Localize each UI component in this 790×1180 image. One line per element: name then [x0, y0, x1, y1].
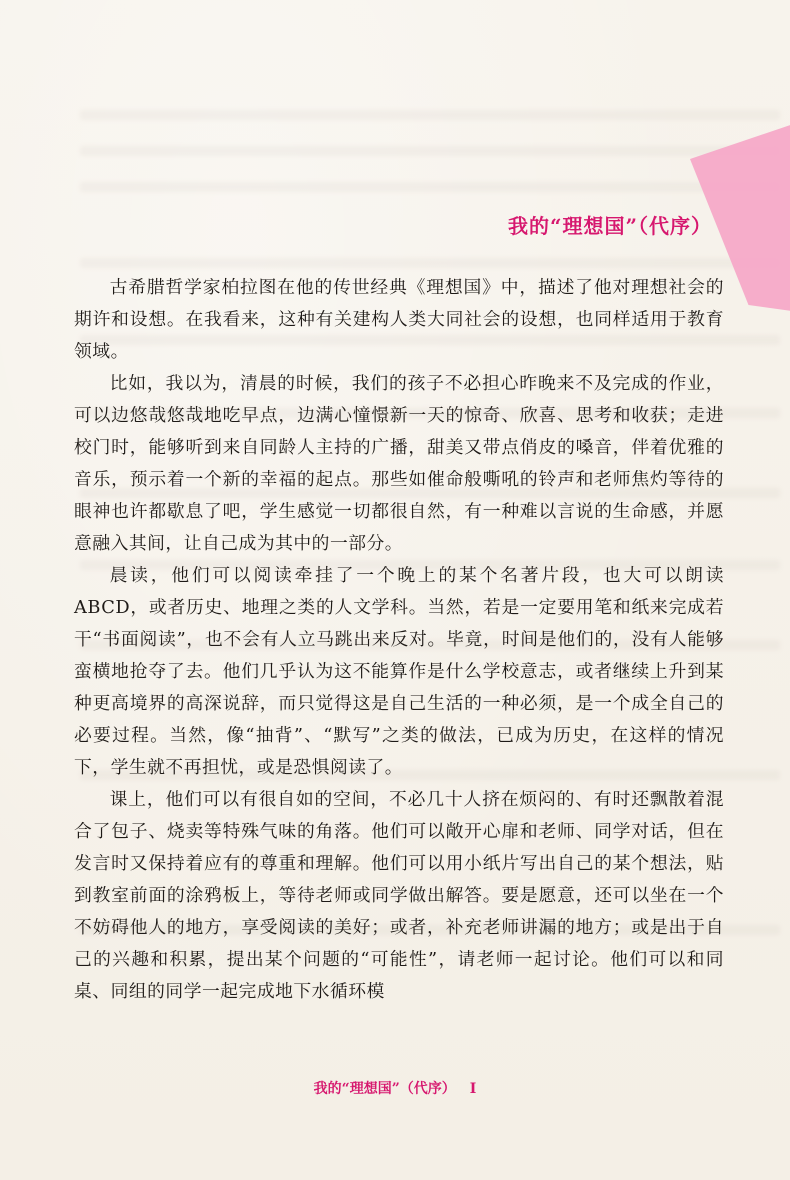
paragraph: 比如，我以为，清晨的时候，我们的孩子不必担心昨晚来不及完成的作业，可以边悠哉悠哉地吃早点，边满心憧憬新一天的惊奇、欣喜、思考和收获；走进校门时，能够听到来自同龄人主持的广播，甜美又带点俏皮的嗓音，伴着优雅的音乐，预示着一个新的幸福的起点。那些如催命般嘶吼的铃声和老师焦灼等待的眼神也许都歇息了吧，学生感觉一切都很自然，有一种难以言说的生命感，并愿意融入其间，让自己成为其中的一部分。 [74, 373, 724, 554]
show-through-line [80, 146, 780, 156]
paragraph: 古希腊哲学家柏拉图在他的传世经典《理想国》中，描述了他对理想社会的期许和设想。在我看来，这种有关建构人类大同社会的设想，也同样适用于教育领域。 [74, 277, 724, 362]
paragraph: 课上，他们可以有很自如的空间，不必几十人挤在烦闷的、有时还飘散着混合了包子、烧卖等特殊气味的角落。他们可以敞开心扉和老师、同学对话，但在发言时又保持着应有的尊重和理解。他们可以用小纸片写出自己的某个想法，贴到教室前面的涂鸦板上，等待老师或同学做出解答。要是愿意，还可以坐在一个不妨碍他人的地方，享受阅读的美好；或者，补充老师讲漏的地方；或是出于自己的兴趣和积累，提出某个问题的“可能性”，请老师一起讨论。他们可以和同桌、同组的同学一起完成地下水循环模 [74, 789, 724, 1002]
paragraph: 晨读，他们可以阅读牵挂了一个晚上的某个名著片段，也大可以朗读ABCD，或者历史、地理之类的人文学科。当然，若是一定要用笔和纸来完成若干“书面阅读”，也不会有人立马跳出来反对。毕竟，时间是他们的，没有人能够蛮横地抢夺了去。他们几乎认为这不能算作是什么学校意志，或者继续上升到某种更高境界的高深说辞，而只觉得这是自己生活的一种必须，是一个成全自己的必要过程。当然，像“抽背”、“默写”之类的做法，已成为历史，在这样的情况下，学生就不再担忧，或是恐惧阅读了。 [74, 565, 724, 778]
body-text [74, 272, 724, 1008]
show-through-line [80, 110, 780, 120]
show-through-line [80, 182, 780, 192]
chapter-heading: 我的“理想国”（代序） [507, 214, 712, 238]
footer-title: 我的“理想国”（代序） [313, 1081, 456, 1097]
show-through-line [80, 258, 780, 268]
page-number: I [469, 1081, 477, 1097]
running-footer [0, 1078, 790, 1098]
